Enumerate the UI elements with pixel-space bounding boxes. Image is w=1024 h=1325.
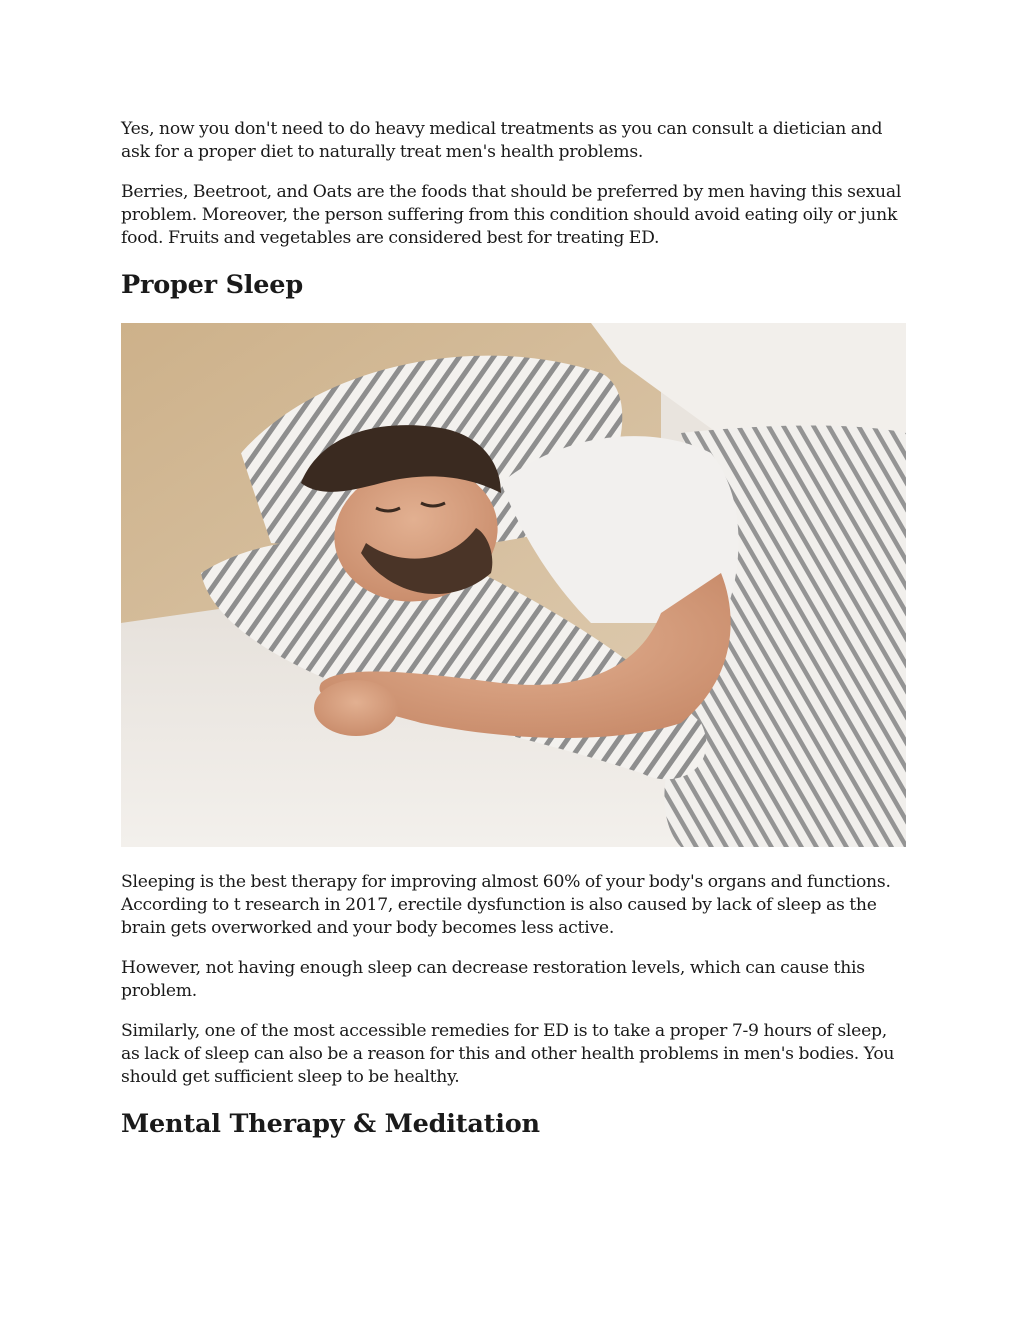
sleeping-man-illustration bbox=[121, 323, 906, 847]
heading-mental-therapy: Mental Therapy & Meditation bbox=[121, 1109, 540, 1139]
article-body bbox=[121, 118, 906, 1162]
paragraph-foods: Berries, Beetroot, and Oats are the foods that should be preferred by men having this sexual problem. Moreover, the person suffering from this condition should avoid eating oily or junk food. Fruits and vegetables are considered best for treating ED. bbox=[121, 182, 902, 248]
paragraph-sleep-therapy: Sleeping is the best therapy for improving almost 60% of your body's organs and functions. According to t research in 2017, erectile dysfunction is also caused by lack of sleep as the brain gets overworked and your body becomes less active. bbox=[121, 872, 891, 938]
paragraph-sleep-hours: Similarly, one of the most accessible remedies for ED is to take a proper 7-9 hours of sleep, as lack of sleep can also be a reason for this and other health problems in men's bodies. You should get sufficient sleep to be healthy. bbox=[121, 1021, 895, 1087]
heading-proper-sleep: Proper Sleep bbox=[121, 270, 303, 300]
paragraph-restoration: However, not having enough sleep can decrease restoration levels, which can cause this problem. bbox=[121, 958, 865, 1001]
sleeping-man-photo bbox=[121, 323, 906, 847]
paragraph-diet-consult: Yes, now you don't need to do heavy medical treatments as you can consult a dietician and ask for a proper diet to naturally treat men's health problems. bbox=[121, 119, 883, 162]
